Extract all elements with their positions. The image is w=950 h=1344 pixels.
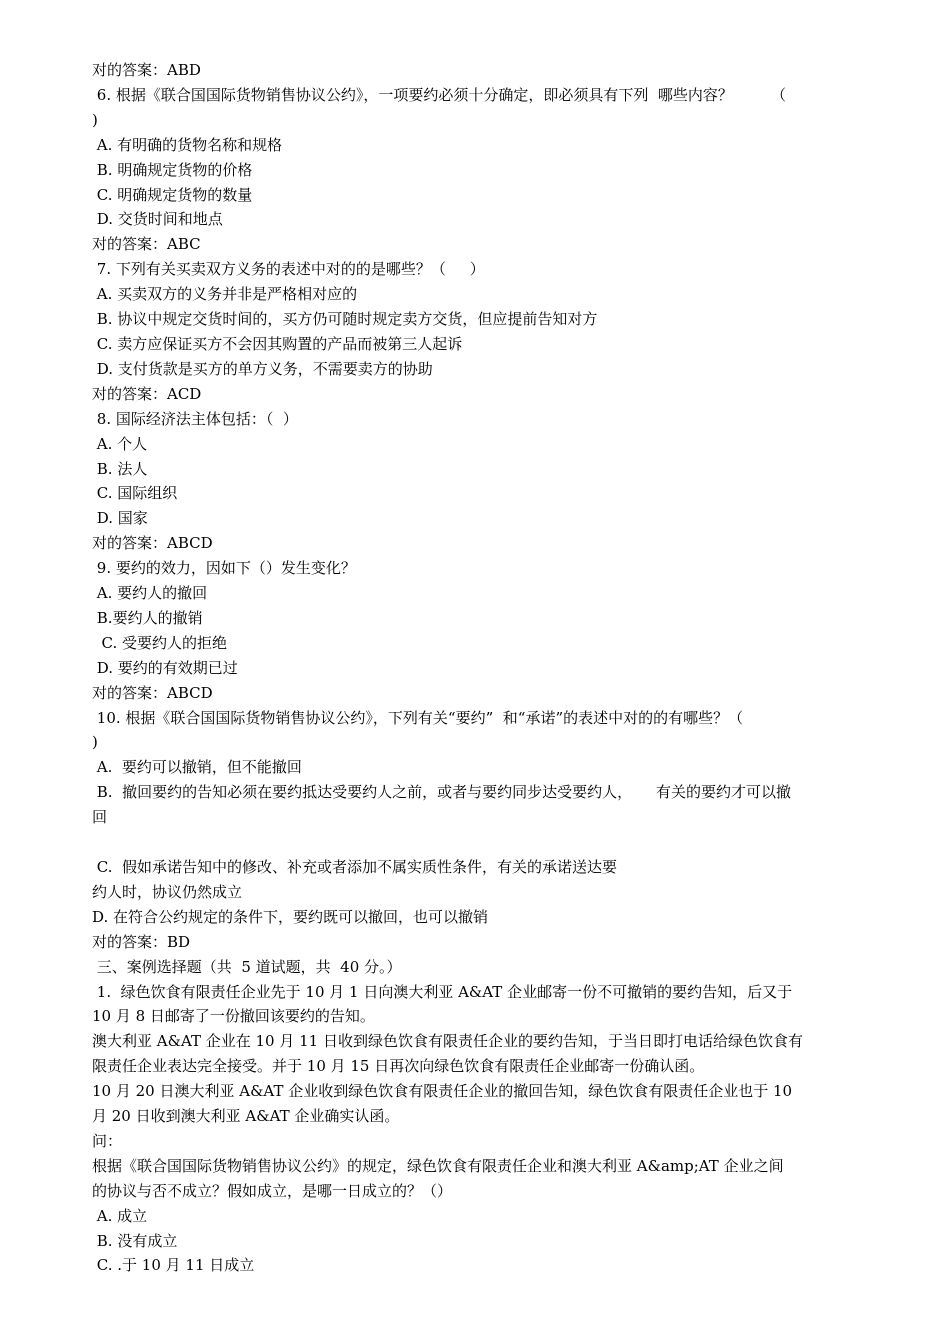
option-b: B. 协议中规定交货时间的，买方仍可随时规定卖方交货，但应提前告知对方 [92,310,598,329]
question-line-continued: 的协议与否不成立？假如成立，是哪一日成立的？（） [92,1181,453,1200]
answer-line: 对的答案：ABC [92,235,201,254]
answer-line: 对的答案：ABCD [92,683,213,702]
option-b: B. 明确规定货物的价格 [92,160,253,179]
option-a: A. 有明确的货物名称和规格 [92,135,283,154]
case-paragraph: 10 月 20 日澳大利亚 A&AT 企业收到绿色饮食有限责任企业的撤回告知，绿色饮食有限责任企业也于 10 [92,1082,793,1101]
option-c-continued: 约人时，协议仍然成立 [92,882,243,901]
option-a: A. 个人 [92,434,148,453]
option-b-continued: 回 [92,808,108,827]
option-a: A. 要约人的撤回 [92,584,208,603]
question-line: 9. 要约的效力，因如下（）发生变化？ [92,559,356,578]
option-c: C. 国际组织 [92,484,178,503]
question-line: 6. 根据《联合国国际货物销售协议公约》，一项要约必须十分确定，即必须具有下列 哪些内容？ （ [92,85,787,104]
section-heading: 三、案例选择题（共 5 道试题，共 40 分。） [92,957,402,976]
answer-line: 对的答案：BD [92,932,191,951]
option-c: C. 假如承诺告知中的修改、补充或者添加不属实质性条件，有关的承诺送达要 [92,857,618,876]
case-paragraph: 10 月 8 日邮寄了一份撤回该要约的告知。 [92,1007,375,1026]
case-paragraph: 月 20 日收到澳大利亚 A&AT 企业确实认函。 [92,1107,400,1126]
question-line: 根据《联合国国际货物销售协议公约》的规定，绿色饮食有限责任企业和澳大利亚 A&amp;AT 企业之间 [92,1156,784,1175]
question-line: 7. 下列有关买卖双方义务的表述中对的的是哪些？（ ） [92,260,485,279]
answer-line: 对的答案：ABD [92,61,201,79]
option-c: C. 卖方应保证买方不会因其购置的产品而被第三人起诉 [92,334,463,353]
question-line: 8. 国际经济法主体包括：（ ） [92,409,298,428]
option-b: B. 撤回要约的告知必须在要约抵达受要约人之前，或者与要约同步达受要约人， 有关的要约才可以撤 [92,783,791,802]
option-c: C. 受要约人的拒绝 [92,633,228,652]
option-d: D. 支付货款是买方的单方义务，不需要卖方的协助 [92,359,433,378]
option-d: D. 交货时间和地点 [92,210,223,229]
document-page [92,58,862,1278]
case-paragraph: 限责任企业表达完全接受。并于 10 月 15 日再次向绿色饮食有限责任企业邮寄一份确认函。 [92,1057,705,1076]
question-label: 问： [92,1131,123,1150]
answer-line: 对的答案：ABCD [92,534,213,553]
option-a: A. 买卖双方的义务并非是严格相对应的 [92,285,358,304]
question-line-continued: ) [92,733,98,752]
option-a: A. 成立 [92,1206,148,1225]
option-d: D. 要约的有效期已过 [92,658,238,677]
option-b: B.要约人的撤销 [92,608,203,627]
option-a: A. 要约可以撤销，但不能撤回 [92,758,302,777]
option-c: C. .于 10 月 11 日成立 [92,1256,255,1275]
answer-line: 对的答案：ACD [92,384,202,403]
option-d: D. 国家 [92,509,148,528]
question-line: 10. 根据《联合国国际货物销售协议公约》，下列有关“要约” 和“承诺”的表述中对的的有哪些？（ [92,708,744,727]
case-paragraph: 1. 绿色饮食有限责任企业先于 10 月 1 日向澳大利亚 A&AT 企业邮寄一份不可撤销的要约告知，后又于 [92,982,793,1001]
option-b: B. 没有成立 [92,1231,178,1250]
blank-line [92,830,862,855]
question-line-continued: ) [92,110,98,129]
option-d: D. 在符合公约规定的条件下，要约既可以撤回，也可以撤销 [92,907,489,926]
option-b: B. 法人 [92,459,148,478]
option-c: C. 明确规定货物的数量 [92,185,253,204]
case-paragraph: 澳大利亚 A&AT 企业在 10 月 11 日收到绿色饮食有限责任企业的要约告知，于当日即打电话给绿色饮食有 [92,1032,803,1051]
